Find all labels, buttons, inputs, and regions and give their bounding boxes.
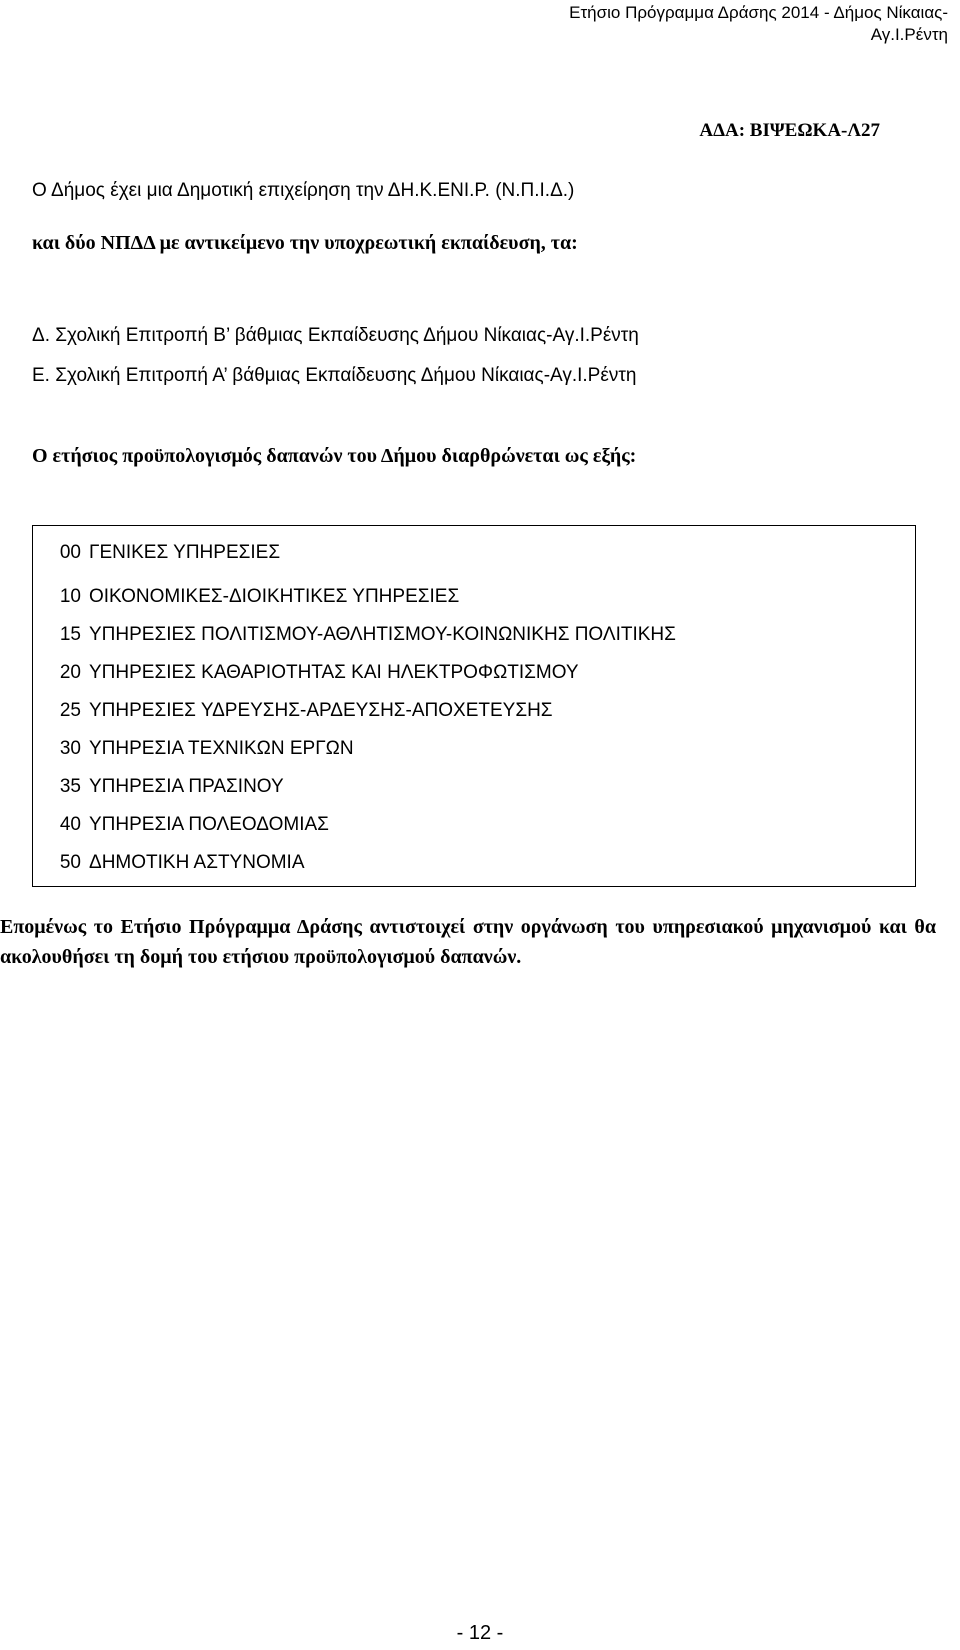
running-header [528,2,948,46]
header-line-2: Αγ.Ι.Ρέντη [870,25,948,44]
service-code: 00 [59,542,81,563]
service-name: ΟΙΚΟΝΟΜΙΚΕΣ-ΔΙΟΙΚΗΤΙΚΕΣ ΥΠΗΡΕΣΙΕΣ [89,586,460,607]
service-name: ΥΠΗΡΕΣΙΑ ΠΟΛΕΟΔΟΜΙΑΣ [89,814,329,835]
service-name: ΔΗΜΟΤΙΚΗ ΑΣΤΥΝΟΜΙΑ [89,852,305,873]
budget-heading: Ο ετήσιος προϋπολογισμός δαπανών του Δήμου διαρθρώνεται ως εξής: [32,445,637,467]
table-row [33,534,915,572]
table-row [33,654,915,692]
table-row [33,768,915,806]
entity-d: Δ. Σχολική Επιτροπή Β’ βάθμιας Εκπαίδευσης Δήμου Νίκαιας-Αγ.Ι.Ρέντη [32,325,639,346]
table-row [33,844,915,882]
services-table [32,525,916,887]
service-code: 15 [59,624,81,645]
table-row [33,616,915,654]
intro-line-2: και δύο ΝΠΔΔ με αντικείμενο την υποχρεωτική εκπαίδευση, τα: [32,232,578,254]
header-line-1: Ετήσιο Πρόγραμμα Δράσης 2014 - Δήμος Νίκαιας- [569,3,948,22]
service-code: 10 [59,586,81,607]
service-name: ΥΠΗΡΕΣΙΑ ΠΡΑΣΙΝΟΥ [89,776,284,797]
ada-code: ΑΔΑ: ΒΙΨΕΩΚΑ-Λ27 [699,120,880,141]
closing-paragraph: Επομένως το Ετήσιο Πρόγραμμα Δράσης αντιστοιχεί στην οργάνωση του υπηρεσιακού μηχανισμού και θα ακολουθήσει τη δομή του ετήσιου προϋπολογισμού δαπανών. [0,916,936,968]
table-row [33,806,915,844]
table-row [33,578,915,616]
entity-e: Ε. Σχολική Επιτροπή Α’ βάθμιας Εκπαίδευσης Δήμου Νίκαιας-Αγ.Ι.Ρέντη [32,365,637,386]
page-number: - 12 - [456,1622,504,1644]
service-code: 50 [59,852,81,873]
service-name: ΥΠΗΡΕΣΙΕΣ ΠΟΛΙΤΙΣΜΟΥ-ΑΘΛΗΤΙΣΜΟΥ-ΚΟΙΝΩΝΙΚΗΣ ΠΟΛΙΤΙΚΗΣ [89,624,676,645]
service-name: ΥΠΗΡΕΣΙΕΣ ΥΔΡΕΥΣΗΣ-ΑΡΔΕΥΣΗΣ-ΑΠΟΧΕΤΕΥΣΗΣ [89,700,553,721]
service-code: 40 [59,814,81,835]
service-code: 35 [59,776,81,797]
service-name: ΥΠΗΡΕΣΙΕΣ ΚΑΘΑΡΙΟΤΗΤΑΣ ΚΑΙ ΗΛΕΚΤΡΟΦΩΤΙΣΜΟΥ [89,662,579,683]
service-name: ΓΕΝΙΚΕΣ ΥΠΗΡΕΣΙΕΣ [89,542,281,563]
service-code: 25 [59,700,81,721]
service-name: ΥΠΗΡΕΣΙΑ ΤΕΧΝΙΚΩΝ ΕΡΓΩΝ [89,738,354,759]
intro-line-1: Ο Δήμος έχει μια Δημοτική επιχείρηση την ΔΗ.Κ.ΕΝΙ.Ρ. (Ν.Π.Ι.Δ.) [32,180,575,201]
table-row [33,692,915,730]
table-row [33,730,915,768]
service-code: 20 [59,662,81,683]
service-code: 30 [59,738,81,759]
